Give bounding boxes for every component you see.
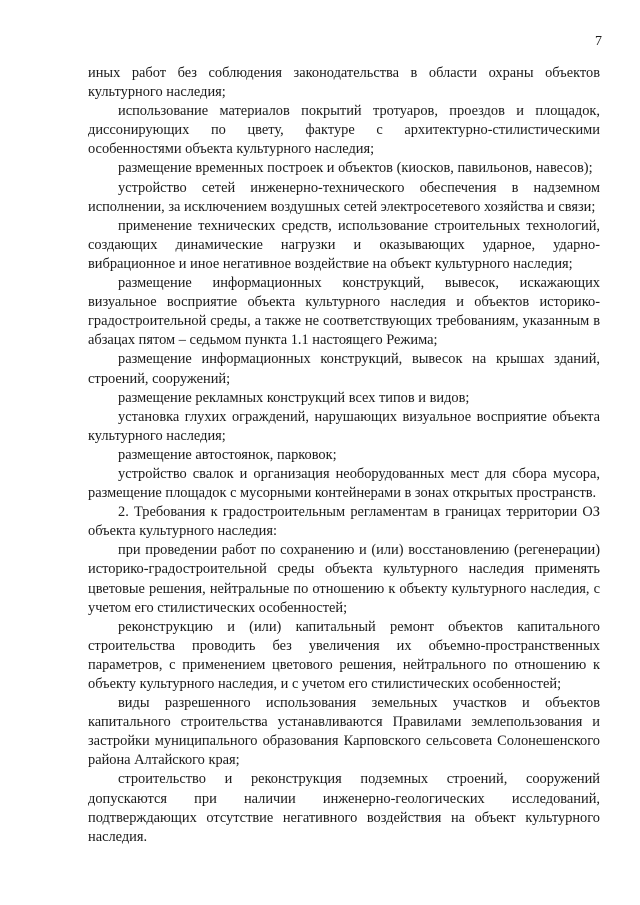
- paragraph-list-item: размещение информационных конструкций, вывесок на крышах зданий, строений, сооружений;: [88, 351, 600, 387]
- paragraph-list-item: размещение информационных конструкций, вывесок, искажающих визуальное восприятие объекта культурного наследия и объектов историко-градостроительной среды, а также не соответствующих требованиям, указанным в абзацах пятом – седьмом пункта 1.1 настоящего Режима;: [88, 275, 600, 349]
- paragraph-list-item: применение технических средств, использование строительных технологий, создающих динамические нагрузки и оказывающих ударное, ударно-вибрационное и иное негативное воздействие на объект культурного наследия;: [88, 217, 600, 272]
- page-number: 7: [595, 34, 602, 49]
- paragraph-list-item: при проведении работ по сохранению и (или) восстановлению (регенерации) историко-градостроительной среды объекта культурного наследия применять цветовые решения, нейтральные по отношению к объекту культурного наследия, с учетом его стилистических особенностей;: [88, 542, 600, 616]
- paragraph-list-item: строительство и реконструкция подземных строений, сооружений допускаются при наличии инженерно-геологических исследований, подтверждающих отсутствие негативного воздействия на объект культурного наследия.: [88, 771, 600, 845]
- paragraph-list-item: размещение автостоянок, парковок;: [118, 446, 337, 463]
- paragraph-list-item: реконструкцию и (или) капитальный ремонт объектов капитального строительства проводить без увеличения их объемно-пространственных параметров, с применением цветового решения, нейтрального по отношению к объекту культурного наследия, и с учетом его стилистических особенностей;: [88, 618, 600, 692]
- paragraph-list-item: устройство сетей инженерно-технического обеспечения в надземном исполнении, за исключением воздушных сетей электросетевого хозяйства и связи;: [88, 179, 600, 215]
- paragraph-list-item: устройство свалок и организация необорудованных мест для сбора мусора, размещение площадок с мусорными контейнерами в зонах открытых пространств.: [88, 465, 600, 502]
- paragraph-list-item: виды разрешенного использования земельных участков и объектов капитального строительства устанавливаются Правилами землепользования и застройки муниципального образования Карповского сельсовета Солонешенского района Алтайского края;: [88, 695, 600, 769]
- section-heading-paragraph: 2. Требования к градостроительным регламентам в границах территории ОЗ объекта культурного наследия:: [88, 504, 600, 540]
- paragraph-list-item: использование материалов покрытий тротуаров, проездов и площадок, диссонирующих по цвету, фактуре с архитектурно-стилистическими особенностями объекта культурного наследия;: [88, 103, 600, 158]
- paragraph-continuation: иных работ без соблюдения законодательства в области охраны объектов культурного наследия;: [88, 65, 600, 101]
- document-body: [88, 64, 600, 847]
- paragraph-list-item: размещение временных построек и объектов (киосков, павильонов, навесов);: [118, 160, 593, 177]
- paragraph-list-item: установка глухих ограждений, нарушающих визуальное восприятие объекта культурного наследия;: [88, 408, 600, 444]
- paragraph-list-item: размещение рекламных конструкций всех типов и видов;: [118, 389, 470, 406]
